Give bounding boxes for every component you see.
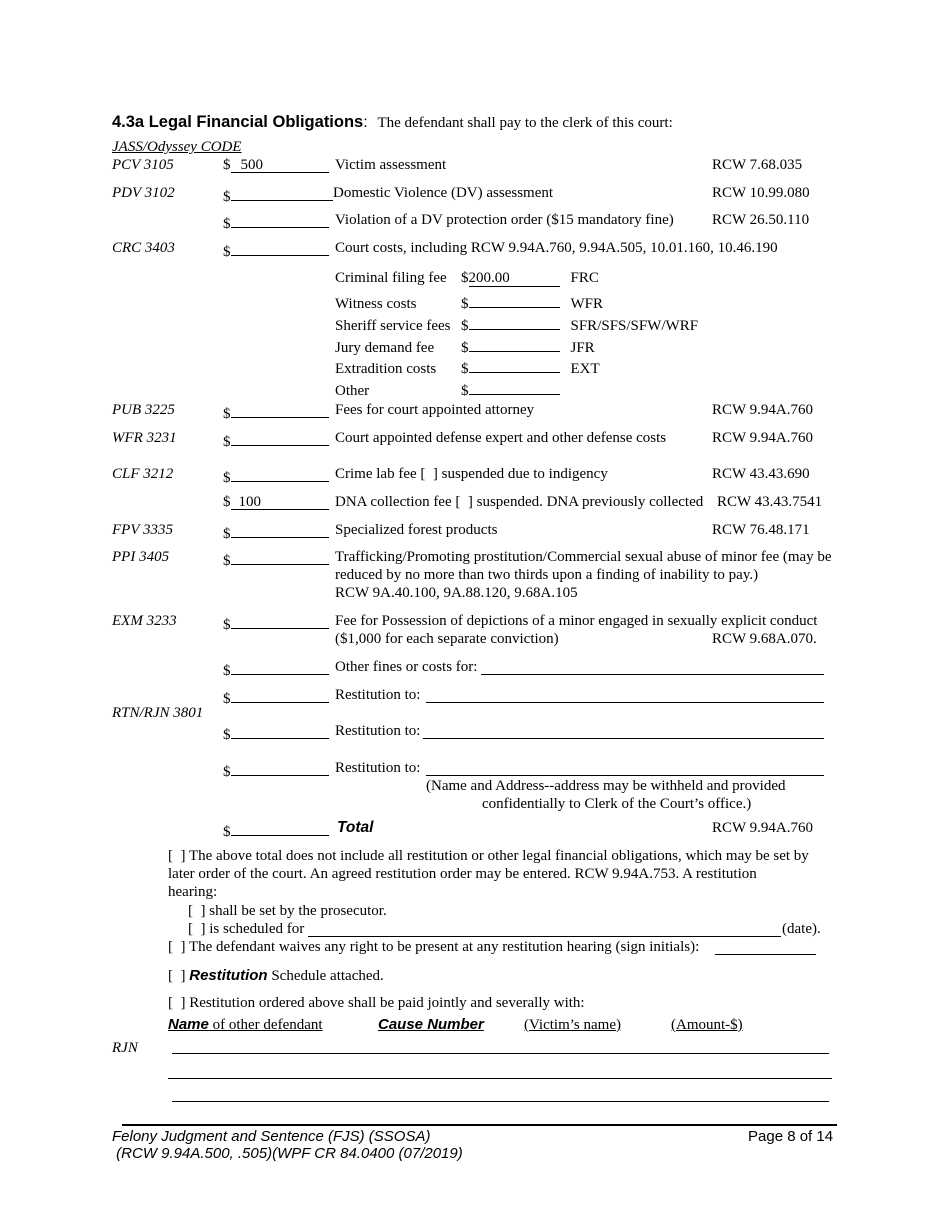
amount-wfr[interactable]: $ xyxy=(223,430,329,451)
desc-rest3: Restitution to: xyxy=(335,760,421,776)
section-title: 4.3a Legal Financial Obligations xyxy=(112,113,364,131)
desc-rest1: Restitution to: xyxy=(335,687,421,703)
amount-rest3[interactable]: $ xyxy=(223,760,329,781)
footer-rule xyxy=(122,1124,837,1126)
restitution-to-line[interactable] xyxy=(426,702,824,703)
desc-pub: Fees for court appointed attorney xyxy=(335,402,535,418)
amount-rest2[interactable]: $ xyxy=(223,723,329,744)
desc-ppi-2: reduced by no more than two thirds upon a finding of inability to pay.) xyxy=(335,567,759,583)
restitution-to-line[interactable] xyxy=(426,775,824,776)
other-fines-line[interactable] xyxy=(481,674,824,675)
col-victim-header: (Victim’s name) xyxy=(524,1017,621,1033)
option-prosecutor[interactable]: [ ] shall be set by the prosecutor. xyxy=(188,903,387,919)
court-cost-row: Sheriff service fees $ SFR/SFS/SFW/WRF xyxy=(335,314,698,335)
total-note-line-3: hearing: xyxy=(168,884,218,900)
court-cost-row: Other $ xyxy=(335,379,571,400)
amount-pcv-value: 500 xyxy=(231,158,329,173)
amount-pub[interactable]: $ xyxy=(223,402,329,423)
rcw-clf: RCW 43.43.690 xyxy=(712,466,810,482)
section-colon: : xyxy=(363,114,368,131)
amount-fpv[interactable]: $ xyxy=(223,522,329,543)
joint-defendant-line[interactable] xyxy=(172,1053,829,1054)
code-rjn: RJN xyxy=(112,1040,138,1056)
amount-dna[interactable]: $ 100 xyxy=(223,494,329,511)
desc-ppi-1: Trafficking/Promoting prostitution/Commercial sexual abuse of minor fee (may be xyxy=(335,549,832,565)
restitution-note-1: (Name and Address--address may be withheld and provided xyxy=(426,778,786,794)
rcw-dna: RCW 43.43.7541 xyxy=(717,494,823,510)
desc-crc: Court costs, including RCW 9.94A.760, 9.94A.505, 10.01.160, 10.46.190 xyxy=(335,240,778,256)
total-note-line-1: [ ] The above total does not include all restitution or other legal financial obligations, which may be set by xyxy=(168,848,809,864)
rcw-pdv: RCW 10.99.080 xyxy=(712,185,810,201)
court-cost-amount[interactable] xyxy=(469,379,560,395)
desc-dvpo: Violation of a DV protection order ($15 mandatory fine) xyxy=(335,212,674,228)
desc-exm-2: ($1,000 for each separate conviction) xyxy=(335,631,559,647)
amount-total[interactable]: $ xyxy=(223,820,329,841)
amount-dvpo[interactable]: $ xyxy=(223,212,329,233)
amount-other[interactable]: $ xyxy=(223,659,329,680)
desc-ppi-3: RCW 9A.40.100, 9A.88.120, 9.68A.105 xyxy=(335,585,578,601)
section-heading xyxy=(112,113,673,132)
rcw-total: RCW 9.94A.760 xyxy=(712,820,813,836)
court-cost-row: Extradition costs $ EXT xyxy=(335,357,600,378)
desc-exm-1: Fee for Possession of depictions of a minor engaged in sexually explicit conduct xyxy=(335,613,818,629)
rcw-pub: RCW 9.94A.760 xyxy=(712,402,813,418)
rcw-fpv: RCW 76.48.171 xyxy=(712,522,810,538)
total-label: Total xyxy=(337,819,374,836)
desc-fpv: Specialized forest products xyxy=(335,522,498,538)
code-wfr: WFR 3231 xyxy=(112,430,177,446)
court-cost-amount[interactable] xyxy=(469,314,560,330)
code-exm: EXM 3233 xyxy=(112,613,177,629)
desc-pcv: Victim assessment xyxy=(335,157,447,173)
amount-pdv[interactable]: $ xyxy=(223,185,333,206)
desc-dna: DNA collection fee [ ] suspended. DNA previously collected xyxy=(335,494,704,510)
footer-form: (RCW 9.94A.500, .505)(WPF CR 84.0400 (07/2019) xyxy=(112,1145,463,1162)
col-cause-header: Cause Number xyxy=(378,1016,484,1033)
court-cost-amount[interactable] xyxy=(469,292,560,308)
rcw-dvpo: RCW 26.50.110 xyxy=(712,212,810,228)
col-name-header: Name of other defendant xyxy=(168,1016,323,1033)
option-scheduled[interactable]: [ ] is scheduled for xyxy=(188,921,305,937)
court-cost-row: Witness costs $ WFR xyxy=(335,292,603,313)
rcw-exm: RCW 9.68A.070. xyxy=(712,631,817,647)
amount-exm[interactable]: $ xyxy=(223,613,329,634)
amount-ppi[interactable]: $ xyxy=(223,549,329,570)
code-crc: CRC 3403 xyxy=(112,240,175,256)
amount-crc[interactable]: $ xyxy=(223,240,329,261)
court-cost-amount[interactable] xyxy=(469,357,560,373)
joint-defendant-line[interactable] xyxy=(172,1101,829,1102)
code-rtn: RTN/RJN 3801 xyxy=(112,705,204,721)
jointly-severally[interactable]: [ ] Restitution ordered above shall be paid jointly and severally with: xyxy=(168,995,585,1011)
amount-rest1[interactable]: $ xyxy=(223,687,329,708)
court-cost-row: Criminal filing fee $200.00 FRC xyxy=(335,270,599,286)
restitution-schedule[interactable]: [ ] Restitution Schedule attached. xyxy=(168,967,384,984)
section-intro: The defendant shall pay to the clerk of this court: xyxy=(377,115,673,131)
total-note-line-2: later order of the court. An agreed restitution order may be entered. RCW 9.94A.753. A restitution xyxy=(168,866,757,882)
desc-wfr: Court appointed defense expert and other defense costs xyxy=(335,430,667,446)
code-clf: CLF 3212 xyxy=(112,466,174,482)
footer-title: Felony Judgment and Sentence (FJS) (SSOSA) xyxy=(112,1128,431,1145)
code-ppi: PPI 3405 xyxy=(112,549,170,565)
amount-clf[interactable]: $ xyxy=(223,466,329,487)
restitution-note-2: confidentially to Clerk of the Court’s office.) xyxy=(482,796,752,812)
code-pcv: PCV 3105 xyxy=(112,157,174,173)
court-cost-amount[interactable] xyxy=(469,336,560,352)
joint-defendant-line[interactable] xyxy=(168,1078,832,1079)
waive-presence[interactable]: [ ] The defendant waives any right to be present at any restitution hearing (sign initials): xyxy=(168,939,700,955)
court-cost-row: Jury demand fee $ JFR xyxy=(335,336,595,357)
code-fpv: FPV 3335 xyxy=(112,522,173,538)
amount-pcv[interactable]: $ 500 xyxy=(223,157,329,174)
date-label: (date). xyxy=(782,921,821,937)
rcw-pcv: RCW 7.68.035 xyxy=(712,157,803,173)
col-amount-header: (Amount-$) xyxy=(671,1017,743,1033)
desc-clf: Crime lab fee [ ] suspended due to indigency xyxy=(335,466,608,482)
codes-header: JASS/Odyssey CODE xyxy=(112,139,242,155)
court-cost-amount[interactable]: 200.00 xyxy=(469,271,560,287)
page-number: Page 8 of 14 xyxy=(748,1128,834,1145)
desc-other: Other fines or costs for: xyxy=(335,659,478,675)
code-pdv: PDV 3102 xyxy=(112,185,175,201)
scheduled-date-line[interactable] xyxy=(308,936,781,937)
code-pub: PUB 3225 xyxy=(112,402,175,418)
desc-pdv: Domestic Violence (DV) assessment xyxy=(333,185,554,201)
restitution-to-line[interactable] xyxy=(423,738,824,739)
desc-rest2: Restitution to: xyxy=(335,723,421,739)
rcw-wfr: RCW 9.94A.760 xyxy=(712,430,813,446)
amount-dna-value: 100 xyxy=(231,495,329,510)
initials-line[interactable] xyxy=(715,954,816,955)
